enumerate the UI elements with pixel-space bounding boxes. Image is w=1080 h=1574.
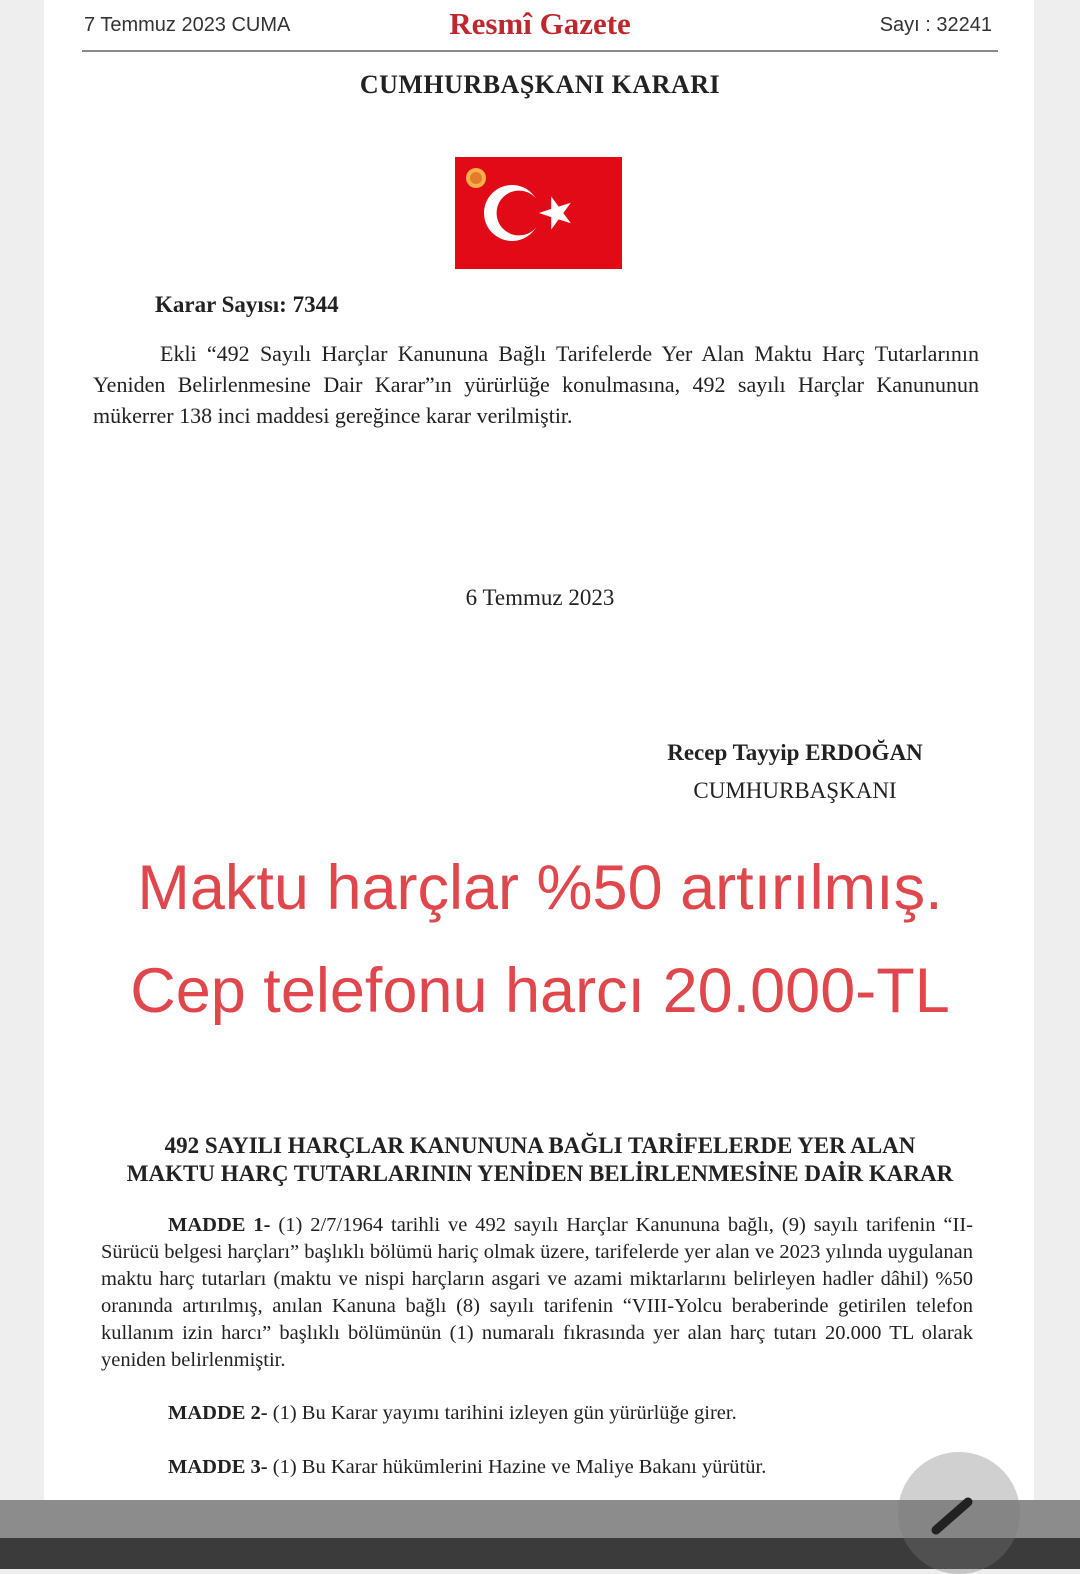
gazette-date: 7 Temmuz 2023 CUMA xyxy=(84,14,291,36)
decision-number: Karar Sayısı: 7344 xyxy=(155,292,339,317)
decree-title-line: MAKTU HARÇ TUTARLARININ YENİDEN BELİRLENMESİNE DAİR KARAR xyxy=(126,1161,954,1186)
article-label: MADDE 3- xyxy=(168,1456,268,1478)
decree-title-line: 492 SAYILI HARÇLAR KANUNUNA BAĞLI TARİFELERDE YER ALAN xyxy=(164,1133,916,1158)
signer-name: Recep Tayyip ERDOĞAN xyxy=(667,740,923,765)
overlay-subheadline: Cep telefonu harcı 20.000-TL xyxy=(130,956,950,1026)
turkish-flag-icon xyxy=(455,157,622,269)
intro-paragraph: Ekli “492 Sayılı Harçlar Kanununa Bağlı Tarifelerde Yer Alan Maktu Harç Tutarlarının Yeniden Belirlenmesine Dair Karar”ın yürürlüğe konulmasına, 492 sayılı Harçlar Kanununun mükerrer 138 inci maddesi gereğince karar verilmiştir. xyxy=(93,341,979,428)
gazette-header xyxy=(82,0,998,52)
signature-date: 6 Temmuz 2023 xyxy=(465,585,615,610)
article-2 xyxy=(101,1400,973,1427)
article-label: MADDE 2- xyxy=(168,1402,268,1424)
decree-title xyxy=(0,1132,1080,1188)
overlay-headline: Maktu harçlar %50 artırılmış. xyxy=(137,853,943,923)
article-1 xyxy=(101,1212,973,1374)
pencil-icon[interactable] xyxy=(930,1496,974,1536)
signer-title: CUMHURBAŞKANI xyxy=(693,778,897,803)
article-text: (1) 2/7/1964 tarihli ve 492 sayılı Harçlar Kanununa bağlı, (9) sayılı tarifenin “II- Sürücü belgesi harçları” başlıklı bölümü hariç olmak üzere, tarifelerde yer alan ve 2023 yılında uygulanan maktu harç tutarları (maktu ve nispi harçların asgari ve azami miktarlarını belirleyen hadler dâhil) %50 oranında artırılmış, anılan Kanuna bağlı (8) sayılı tarifenin “VIII-Yolcu beraberinde getirilen telefon kullanım izin harcı” başlıklı bölümünün (1) numaralı fıkrasında yer alan harç tutarı 20.000 TL olarak yeniden belirlenmiştir. xyxy=(101,1214,974,1371)
gazette-issue-number: Sayı : 32241 xyxy=(879,14,992,36)
article-label: MADDE 1- xyxy=(168,1214,271,1236)
article-3 xyxy=(101,1454,973,1481)
article-text: (1) Bu Karar hükümlerini Hazine ve Maliye Bakanı yürütür. xyxy=(272,1456,767,1478)
decree-heading: CUMHURBAŞKANI KARARI xyxy=(359,70,721,99)
gazette-title: Resmî Gazete xyxy=(449,6,631,41)
article-text: (1) Bu Karar yayımı tarihini izleyen gün yürürlüğe girer. xyxy=(272,1402,737,1424)
